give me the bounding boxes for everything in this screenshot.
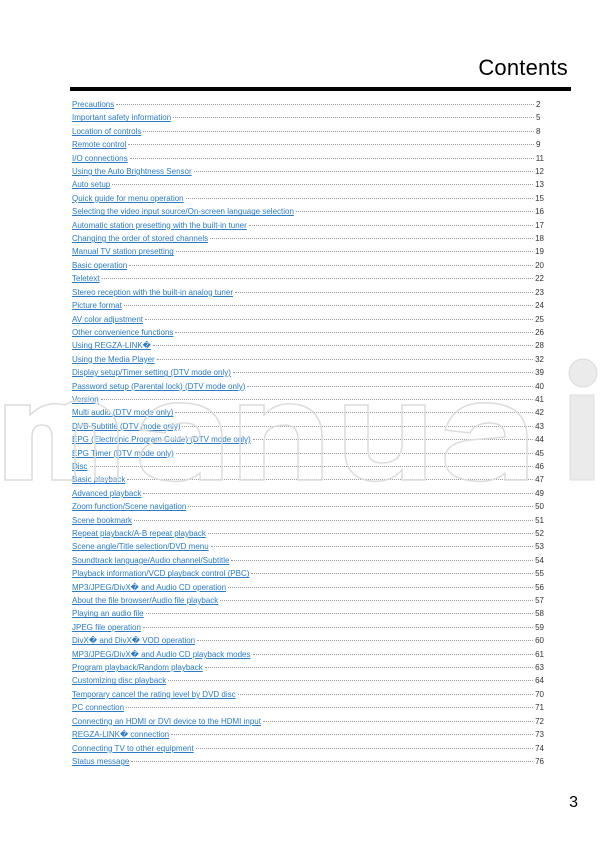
toc-entry[interactable] (72, 460, 544, 473)
toc-entry[interactable] (72, 205, 544, 218)
toc-entry-link[interactable]: Connecting an HDMI or DVI device to the HDMI input (72, 716, 261, 726)
toc-entry[interactable] (72, 527, 544, 540)
toc-page-number: 61 (535, 649, 544, 659)
toc-entry-link[interactable]: Version (72, 394, 99, 404)
toc-page-number: 11 (535, 153, 544, 163)
toc-entry-link[interactable]: Playback information/VCD playback control (PBC) (72, 569, 250, 579)
dot-leader (176, 251, 533, 252)
toc-entry-link[interactable]: About the file browser/Audio file playback (72, 596, 219, 606)
toc-entry[interactable] (72, 165, 544, 178)
toc-entry[interactable] (72, 755, 544, 768)
dot-leader (143, 627, 533, 628)
dot-leader (249, 225, 533, 226)
toc-entry-link[interactable]: Display setup/Timer setting (DTV mode only) (72, 368, 231, 378)
toc-entry-link[interactable]: Important safety information (72, 113, 172, 123)
toc-entry-link[interactable]: DVB-Subtitle (DTV mode only) (72, 421, 181, 431)
toc-page-number: 58 (535, 609, 544, 619)
toc-entry-link[interactable]: Connecting TV to other equipment (72, 743, 194, 753)
toc-entry-link[interactable]: Automatic station presetting with the built-in tuner (72, 220, 247, 230)
toc-entry[interactable] (72, 192, 544, 205)
toc-entry[interactable] (72, 98, 544, 111)
toc-page-number: 70 (535, 689, 544, 699)
dot-leader (231, 560, 533, 561)
dot-leader (211, 546, 533, 547)
toc-page-number: 24 (535, 301, 544, 311)
toc-entry-link[interactable]: Remote control (72, 140, 127, 150)
page-number: 3 (569, 794, 578, 811)
dot-leader (130, 158, 534, 159)
toc-entry-link[interactable]: DivX� and DivX� VOD operation (72, 636, 196, 646)
toc-page-number: 41 (535, 394, 544, 404)
dot-leader (247, 386, 533, 387)
dot-leader (173, 117, 534, 118)
toc-entry-link[interactable]: Repeat playback/A-B repeat playback (72, 529, 206, 538)
toc-page-number: 50 (535, 502, 544, 512)
toc-entry[interactable] (72, 607, 544, 620)
toc-entry[interactable] (72, 299, 544, 312)
dot-leader (253, 654, 534, 655)
toc-entry[interactable] (72, 380, 544, 393)
toc-entry-link[interactable]: Playing an audio file (72, 609, 144, 619)
toc-entry[interactable] (72, 621, 544, 634)
toc-entry-link[interactable]: Basic operation (72, 260, 128, 270)
dot-leader (175, 332, 533, 333)
dot-leader (253, 439, 533, 440)
toc-page-number: 20 (535, 260, 544, 270)
dot-leader (134, 520, 533, 521)
dot-leader (186, 198, 533, 199)
toc-page-number: 12 (535, 167, 544, 177)
toc-page-number: 22 (535, 274, 544, 284)
toc-entry[interactable] (72, 661, 544, 674)
toc-entry-link[interactable]: Using the Auto Brightness Sensor (72, 167, 192, 177)
toc-page-number: 59 (535, 622, 544, 632)
toc-page-number: 16 (535, 207, 544, 217)
toc-entry-link[interactable]: Scene angle/Title selection/DVD menu (72, 542, 209, 552)
dot-leader (175, 412, 533, 413)
toc-entry-link[interactable]: EPG (Electronic Program Guide) (DTV mode only) (72, 435, 251, 445)
toc-page-number: 32 (535, 354, 544, 364)
toc-entry-link[interactable]: Disc (72, 461, 88, 471)
toc-page-number: 17 (535, 220, 544, 230)
toc-page-number: 64 (535, 676, 544, 686)
dot-leader (146, 613, 533, 614)
toc-page-number: 74 (535, 743, 544, 753)
title-rule-divider (70, 87, 571, 91)
toc-page-number: 45 (535, 448, 544, 458)
toc-page-number: 40 (535, 381, 544, 391)
toc-entry[interactable] (72, 219, 544, 232)
toc-entry[interactable] (72, 447, 544, 460)
toc-entry[interactable] (72, 487, 544, 500)
dot-leader (210, 238, 533, 239)
dot-leader (208, 533, 533, 534)
dot-leader (124, 305, 533, 306)
dot-leader (197, 640, 533, 641)
toc-entry[interactable] (72, 339, 544, 352)
toc-entry-link[interactable]: JPEG file operation (72, 622, 141, 632)
toc-entry[interactable] (72, 514, 544, 527)
toc-page-number: 49 (535, 488, 544, 498)
toc-page-number: 15 (535, 193, 544, 203)
toc-entry[interactable] (72, 232, 544, 245)
toc-entry-link[interactable]: Program playback/Random playback (72, 663, 203, 673)
toc-page-number: 19 (535, 247, 544, 257)
dot-leader (131, 761, 533, 762)
toc-page-number: 63 (535, 663, 544, 673)
toc-entry[interactable] (72, 433, 544, 446)
toc-entry-link[interactable]: Stereo reception with the built-in analog tuner (72, 287, 233, 297)
toc-entry-link[interactable]: Selecting the video input source/On-screen language selection (72, 207, 294, 217)
toc-page-number: 18 (535, 234, 544, 244)
toc-entry[interactable] (72, 111, 544, 124)
dot-leader (116, 104, 534, 105)
toc-page-number: 53 (535, 542, 544, 552)
dot-leader (251, 573, 533, 574)
toc-entry[interactable] (72, 674, 544, 687)
toc-entry[interactable] (72, 272, 544, 285)
toc-page-number: 46 (535, 461, 544, 471)
toc-entry-link[interactable]: MP3/JPEG/DivX� and Audio CD playback modes (72, 649, 251, 659)
toc-page-number: 60 (535, 636, 544, 646)
toc-page-number: 44 (535, 435, 544, 445)
toc-entry[interactable] (72, 406, 544, 419)
dot-leader (194, 171, 533, 172)
dot-leader (126, 707, 533, 708)
dot-leader (153, 345, 533, 346)
dot-leader (235, 292, 533, 293)
toc-entry[interactable] (72, 138, 544, 151)
toc-page-number: 71 (535, 703, 544, 713)
dot-leader (102, 278, 534, 279)
toc-entry[interactable] (72, 567, 544, 580)
toc-entry-link[interactable]: AV color adjustment (72, 314, 143, 324)
dot-leader (145, 319, 533, 320)
toc-page-number: 13 (535, 180, 544, 190)
toc-entry[interactable] (72, 473, 544, 486)
toc-entry[interactable] (72, 701, 544, 714)
dot-leader (90, 466, 534, 467)
toc-entry-link[interactable]: Using REGZA-LINK� (72, 341, 151, 351)
dot-leader (188, 506, 533, 507)
toc-entry[interactable] (72, 500, 544, 513)
dot-leader (263, 721, 533, 722)
toc-page-number: 76 (535, 756, 544, 766)
toc-page-number: 23 (535, 287, 544, 297)
toc-entry[interactable] (72, 259, 544, 272)
dot-leader (205, 667, 533, 668)
dot-leader (220, 600, 533, 601)
toc-entry-link[interactable]: EPG Timer (DTV mode only) (72, 448, 174, 458)
toc-page-number: 25 (535, 314, 544, 324)
toc-entry-link[interactable]: Changing the order of stored channels (72, 234, 209, 244)
toc-page-number: 47 (535, 475, 544, 485)
toc-entry[interactable] (72, 728, 544, 741)
toc-entry-link[interactable]: Other convenience functions (72, 327, 174, 337)
dot-leader (143, 131, 534, 132)
toc-entry-link[interactable]: Using the Media Player (72, 354, 155, 364)
toc-page-number: 26 (535, 327, 544, 337)
dot-leader (157, 359, 533, 360)
toc-entry-link[interactable]: Precautions (72, 100, 115, 109)
toc-entry-link[interactable]: Zoom function/Scene navigation (72, 502, 187, 512)
toc-entry-link[interactable]: Scene bookmark (72, 515, 133, 525)
toc-entry-link[interactable]: Advanced playback (72, 488, 142, 498)
toc-entry-link[interactable]: MP3/JPEG/DivX� and Audio CD operation (72, 582, 227, 592)
dot-leader (127, 479, 533, 480)
toc-entry[interactable] (72, 688, 544, 701)
toc-page-number: 73 (535, 730, 544, 740)
toc-entry[interactable] (72, 125, 544, 138)
toc-entry-link[interactable]: Status message (72, 756, 130, 766)
toc-page-number: 57 (535, 596, 544, 606)
toc-entry[interactable] (72, 366, 544, 379)
toc-page-number: 72 (535, 716, 544, 726)
toc-entry[interactable] (72, 245, 544, 258)
toc-entry[interactable] (72, 178, 544, 191)
toc-page-number: 52 (535, 529, 544, 538)
dot-leader (101, 399, 533, 400)
toc-entry-link[interactable]: Password setup (Parental lock) (DTV mode only) (72, 381, 246, 391)
dot-leader (129, 265, 533, 266)
toc-entry-link[interactable]: Picture format (72, 301, 122, 311)
toc-entry[interactable] (72, 313, 544, 326)
toc-entry[interactable] (72, 393, 544, 406)
toc-entry-link[interactable]: Teletext (72, 274, 100, 284)
table-of-contents (72, 98, 544, 768)
toc-page-number: 54 (535, 555, 544, 565)
toc-entry-link[interactable]: Temporary cancel the rating level by DVD disc (72, 689, 236, 699)
toc-page-number: 39 (535, 368, 544, 378)
toc-entry[interactable] (72, 594, 544, 607)
dot-leader (182, 426, 533, 427)
toc-entry-link[interactable]: Quick guide for menu operation (72, 193, 184, 203)
toc-page-number: 5 (536, 113, 541, 123)
toc-page-number: 55 (535, 569, 544, 579)
toc-page-number: 9 (536, 140, 541, 150)
page-title: Contents (478, 55, 568, 80)
toc-entry-link[interactable]: REGZA-LINK� connection (72, 730, 170, 740)
toc-entry-link[interactable]: Manual TV station presetting (72, 247, 174, 257)
toc-page-number: 8 (536, 126, 541, 136)
toc-page-number: 51 (535, 515, 544, 525)
toc-entry-link[interactable]: Basic playback (72, 475, 126, 485)
toc-page-number: 56 (535, 582, 544, 592)
toc-entry-link[interactable]: Auto setup (72, 180, 111, 190)
dot-leader (143, 493, 533, 494)
dot-leader (196, 748, 533, 749)
toc-entry[interactable] (72, 152, 544, 165)
toc-entry-link[interactable]: Soundtrack language/Audio channel/Subtitle (72, 555, 230, 565)
toc-page-number: 43 (535, 421, 544, 431)
toc-entry[interactable] (72, 353, 544, 366)
toc-entry-link[interactable]: PC connection (72, 703, 125, 713)
toc-entry[interactable] (72, 715, 544, 728)
toc-page-number: 28 (535, 341, 544, 351)
toc-page-number: 42 (535, 408, 544, 418)
toc-entry[interactable] (72, 326, 544, 339)
dot-leader (171, 734, 533, 735)
dot-leader (112, 184, 533, 185)
toc-entry[interactable] (72, 420, 544, 433)
dot-leader (128, 144, 534, 145)
toc-entry-link[interactable]: Location of controls (72, 126, 142, 136)
toc-entry-link[interactable]: Customizing disc playback (72, 676, 167, 686)
dot-leader (238, 694, 533, 695)
toc-page-number: 2 (536, 100, 541, 109)
dot-leader (168, 680, 533, 681)
dot-leader (296, 211, 533, 212)
toc-entry-link[interactable]: Multi audio (DTV mode only) (72, 408, 174, 418)
toc-entry[interactable] (72, 540, 544, 553)
toc-entry[interactable] (72, 648, 544, 661)
toc-entry[interactable] (72, 634, 544, 647)
toc-entry[interactable] (72, 286, 544, 299)
toc-entry-link[interactable]: I/O connections (72, 153, 128, 163)
toc-entry[interactable] (72, 742, 544, 755)
dot-leader (228, 587, 533, 588)
toc-entry[interactable] (72, 581, 544, 594)
toc-entry[interactable] (72, 554, 544, 567)
dot-leader (176, 453, 533, 454)
dot-leader (233, 372, 533, 373)
